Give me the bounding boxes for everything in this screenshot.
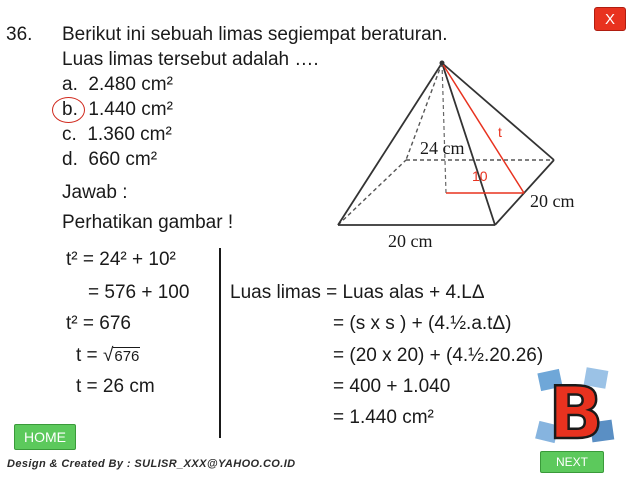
calc-right-3: = (20 x 20) + (4.½.20.26): [333, 345, 544, 366]
answer-badge: [534, 366, 618, 450]
pyramid-figure: [330, 55, 600, 255]
question-number: 36.: [6, 24, 33, 45]
option-d-value: 660 cm²: [88, 149, 158, 170]
calc-right-4: = 400 + 1.040: [333, 376, 451, 397]
calc-left-1: t² = 24² + 10²: [66, 249, 176, 270]
base-bottom-label: 20 cm: [388, 231, 433, 251]
calc-left-4-t: t =: [76, 345, 103, 366]
calc-divider: [219, 248, 221, 438]
slant-label: t: [498, 124, 502, 140]
close-button[interactable]: X: [594, 7, 626, 31]
option-d[interactable]: [62, 149, 157, 171]
option-c[interactable]: [62, 124, 172, 146]
calc-left-5: t = 26 cm: [76, 376, 155, 397]
calc-left-4: [76, 345, 140, 367]
option-c-value: 1.360 cm²: [87, 124, 172, 145]
calc-right-1: Luas limas = Luas alas + 4.LΔ: [230, 282, 485, 303]
option-a[interactable]: [62, 74, 173, 96]
credit-text: Design & Created By : SULISR_XXX@YAHOO.CO.ID: [7, 458, 296, 470]
option-b-letter: b.: [62, 99, 78, 120]
base-right-label: 20 cm: [530, 191, 575, 211]
answer-heading: Jawab :: [62, 182, 128, 203]
sqrt-symbol: √: [102, 345, 114, 366]
height-label: 24 cm: [420, 138, 465, 158]
calc-left-2: = 576 + 100: [88, 282, 190, 303]
calc-right-5: = 1.440 cm²: [333, 407, 434, 428]
option-d-letter: d.: [62, 149, 78, 170]
half-base-label: 10: [472, 168, 488, 184]
figure-instruction: Perhatikan gambar !: [62, 212, 234, 233]
next-button[interactable]: NEXT: [540, 451, 604, 473]
calc-left-3: t² = 676: [66, 313, 131, 334]
option-a-letter: a.: [62, 74, 78, 95]
question-line-1: Berikut ini sebuah limas segiempat beraturan.: [62, 24, 448, 45]
badge-letter: B: [548, 371, 604, 450]
option-b-value: 1.440 cm²: [88, 99, 173, 120]
option-b[interactable]: [62, 99, 173, 121]
sqrt-radicand: 676: [114, 348, 140, 365]
home-button[interactable]: HOME: [14, 424, 76, 450]
option-c-letter: c.: [62, 124, 77, 145]
question-line-2: Luas limas tersebut adalah ….: [62, 49, 319, 70]
option-a-value: 2.480 cm²: [88, 74, 173, 95]
calc-right-2: = (s x s ) + (4.½.a.tΔ): [333, 313, 512, 334]
